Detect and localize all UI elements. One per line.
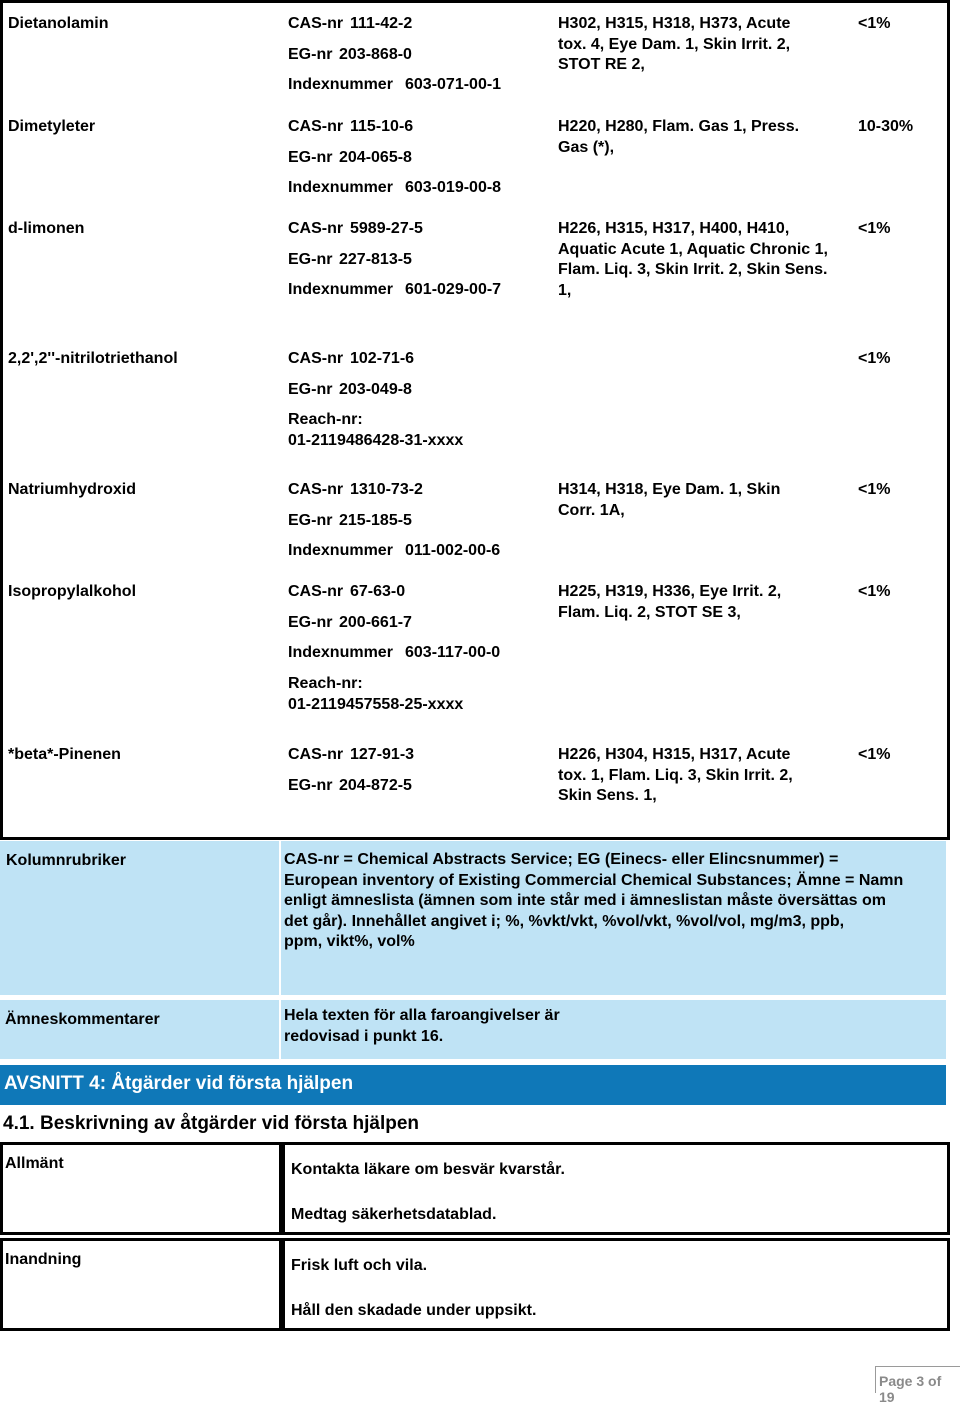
substance-id-label: CAS-nr — [288, 746, 344, 763]
hazard-classification-line: H302, H315, H318, H373, Acute — [558, 15, 791, 32]
substance-id-value: 603-117-00-0 — [405, 644, 501, 662]
concentration: <1% — [858, 746, 891, 763]
substance-id-value: 603-019-00-8 — [405, 179, 502, 197]
reach-number: 01-2119457558-25-xxxx — [288, 695, 464, 713]
substance-id-row — [288, 75, 501, 95]
substance-id-row — [288, 380, 412, 400]
hazard-classification-line: H225, H319, H336, Eye Irrit. 2, — [558, 583, 782, 600]
hazard-classification-line: Corr. 1A, — [558, 501, 625, 519]
substance-id-value: 127-91-3 — [350, 746, 415, 763]
subsection-4-1-title: 4.1. Beskrivning av åtgärder vid första hjälpen — [3, 1113, 420, 1134]
substance-id-value: 203-049-8 — [339, 380, 412, 398]
column-headings-line: CAS-nr = Chemical Abstracts Service; EG (Einecs- eller Elincsnummer) = — [284, 851, 839, 868]
substance-comments-line: Hela texten för alla faroangivelser är — [284, 1007, 560, 1024]
reach-label: Reach-nr: — [288, 675, 363, 693]
hazard-classification-line: H226, H315, H317, H400, H410, — [558, 220, 790, 237]
substance-id-value: 5989-27-5 — [350, 220, 423, 237]
substance-id-value: 204-872-5 — [339, 776, 412, 794]
substance-id-label: Indexnummer — [288, 281, 393, 299]
substance-id-row — [288, 250, 412, 270]
substance-comments-text-cell — [281, 1000, 946, 1059]
substance-name: Dietanolamin — [8, 15, 109, 32]
hazard-classification-line: H220, H280, Flam. Gas 1, Press. — [558, 118, 800, 135]
substance-id-value: 601-029-00-7 — [405, 281, 502, 299]
hazard-classification-line: Aquatic Acute 1, Aquatic Chronic 1, — [558, 240, 828, 258]
substance-id-row — [288, 582, 405, 602]
substance-id-row — [288, 349, 414, 369]
first-aid-label: Allmänt — [5, 1155, 64, 1172]
column-headings-line: ppm, vikt%, vol% — [284, 933, 415, 951]
first-aid-line: Håll den skadade under uppsikt. — [291, 1302, 537, 1319]
substance-id-label: CAS-nr — [288, 220, 344, 237]
substance-id-label: CAS-nr — [288, 481, 344, 498]
hazard-classification-line: tox. 4, Eye Dam. 1, Skin Irrit. 2, — [558, 35, 791, 53]
substance-id-label: EG-nr — [288, 250, 333, 268]
hazard-classification-line: H314, H318, Eye Dam. 1, Skin — [558, 481, 781, 498]
substance-id-label: Indexnummer — [288, 542, 393, 560]
concentration: <1% — [858, 481, 891, 498]
substance-id-label: EG-nr — [288, 380, 333, 398]
substance-id-row — [288, 511, 412, 531]
substance-id-row — [288, 613, 412, 633]
first-aid-line: Frisk luft och vila. — [291, 1257, 428, 1274]
substance-id-value: 203-868-0 — [339, 45, 412, 63]
substance-comments-label: Ämneskommentarer — [5, 1011, 160, 1028]
substance-id-row — [288, 776, 412, 796]
hazard-classification-line: H226, H304, H315, H317, Acute — [558, 746, 791, 763]
first-aid-line: Kontakta läkare om besvär kvarstår. — [291, 1161, 565, 1178]
substance-id-label: Indexnummer — [288, 76, 393, 94]
substance-id-label: EG-nr — [288, 45, 333, 63]
section-4-header — [0, 1065, 946, 1105]
substance-name: Isopropylalkohol — [8, 583, 137, 600]
substance-id-value: 011-002-00-6 — [405, 542, 501, 560]
substance-id-row — [288, 117, 413, 137]
substance-id-value: 1310-73-2 — [350, 481, 423, 498]
hazard-classification-line: Flam. Liq. 2, STOT SE 3, — [558, 603, 741, 621]
substance-id-row — [288, 541, 500, 561]
substance-name: 2,2',2''-nitrilotriethanol — [8, 350, 178, 367]
concentration: 10-30% — [858, 118, 914, 135]
column-headings-line: det går). Innehållet angivet i; %, %vkt/vkt, %vol/vkt, %vol/vol, mg/m3, ppb, — [284, 912, 845, 930]
substance-id-value: 111-42-2 — [350, 15, 413, 32]
concentration: <1% — [858, 350, 891, 367]
substance-id-label: EG-nr — [288, 148, 333, 166]
column-headings-text — [284, 850, 903, 953]
substance-id-label: CAS-nr — [288, 350, 344, 367]
substance-id-label: Indexnummer — [288, 179, 393, 197]
substance-id-label: CAS-nr — [288, 15, 344, 32]
substance-id-row — [288, 178, 501, 198]
substance-id-value: 227-813-5 — [339, 250, 412, 268]
substance-comments-label-cell — [0, 1000, 279, 1059]
section-4-title: AVSNITT 4: Åtgärder vid första hjälpen — [4, 1073, 354, 1094]
substance-id-row — [288, 745, 414, 765]
column-headings-line: enligt ämneslista (ämnen som inte står med i ämneslistan måste översättas om — [284, 892, 886, 910]
hazard-classification-line: Skin Sens. 1, — [558, 787, 657, 804]
first-aid-line: Medtag säkerhetsdatablad. — [291, 1206, 497, 1223]
page-number-box — [875, 1366, 960, 1405]
concentration: <1% — [858, 220, 891, 237]
substance-id-label: CAS-nr — [288, 583, 344, 600]
substance-id-label: EG-nr — [288, 776, 333, 794]
concentration: <1% — [858, 15, 891, 32]
page-number: Page 3 of 19 — [879, 1373, 942, 1405]
substance-id-label: EG-nr — [288, 613, 333, 631]
hazard-classification-line: Gas (*), — [558, 138, 615, 156]
hazard-classification-line: tox. 1, Flam. Liq. 3, Skin Irrit. 2, — [558, 766, 793, 784]
substance-id-value: 115-10-6 — [350, 118, 414, 135]
substance-name: *beta*-Pinenen — [8, 746, 121, 763]
substance-id-row — [288, 643, 500, 663]
hazard-classification-line: 1, — [558, 281, 572, 299]
substance-id-label: EG-nr — [288, 511, 333, 529]
substance-id-row — [288, 480, 423, 500]
column-headings-text-cell — [281, 841, 946, 995]
first-aid-label: Inandning — [5, 1251, 82, 1268]
substance-id-value: 200-661-7 — [339, 613, 412, 631]
reach-label: Reach-nr: — [288, 411, 363, 429]
substance-id-row — [288, 280, 501, 300]
substance-name: Natriumhydroxid — [8, 481, 137, 498]
substance-comments-text — [284, 1006, 560, 1047]
substance-name: d-limonen — [8, 220, 85, 237]
substance-id-value: 102-71-6 — [350, 350, 415, 367]
substance-name: Dimetyleter — [8, 118, 96, 135]
substance-id-value: 215-185-5 — [339, 511, 412, 529]
substance-id-label: Indexnummer — [288, 644, 393, 662]
substance-id-row — [288, 45, 412, 65]
hazard-classification-line: STOT RE 2, — [558, 56, 645, 73]
substance-id-row — [288, 14, 412, 34]
hazard-classification-line: Flam. Liq. 3, Skin Irrit. 2, Skin Sens. — [558, 261, 828, 278]
substance-id-label: CAS-nr — [288, 118, 344, 135]
substance-id-row — [288, 148, 412, 168]
substance-comments-line: redovisad i punkt 16. — [284, 1027, 444, 1045]
substance-id-value: 204-065-8 — [339, 148, 412, 166]
column-headings-line: European inventory of Existing Commercial Chemical Substances; Ämne = Namn — [284, 871, 904, 889]
substance-id-value: 603-071-00-1 — [405, 76, 502, 94]
substance-id-value: 67-63-0 — [350, 583, 406, 600]
column-headings-label: Kolumnrubriker — [6, 852, 127, 869]
concentration: <1% — [858, 583, 891, 600]
reach-number: 01-2119486428-31-xxxx — [288, 431, 464, 449]
column-headings-label-cell — [0, 841, 279, 995]
substance-id-row — [288, 219, 423, 239]
